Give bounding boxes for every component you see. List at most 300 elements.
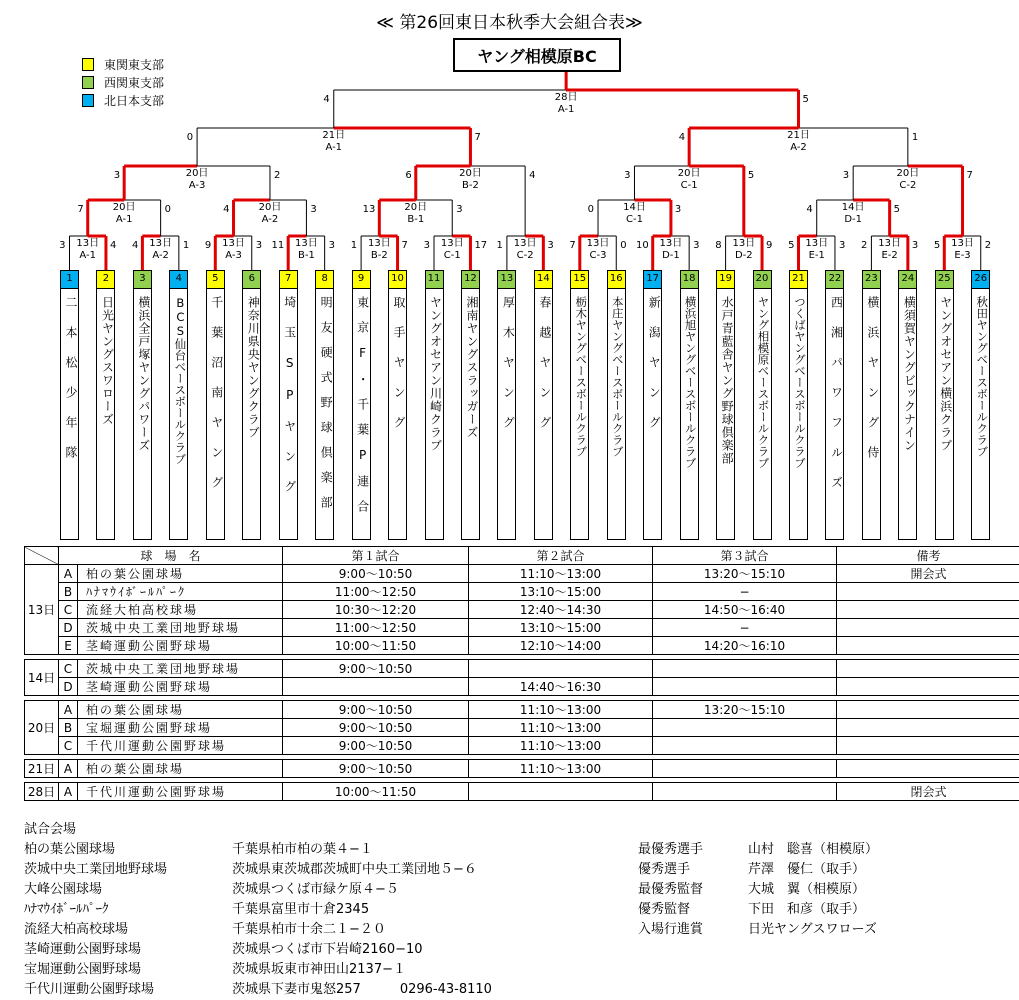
r1-match-date: 13日	[587, 237, 610, 249]
team-number: 26	[972, 271, 989, 289]
team-number: 21	[790, 271, 807, 289]
venue-name: 大峰公園球場	[24, 880, 102, 900]
note-cell	[837, 583, 1019, 601]
game3-time: 14:20〜16:10	[653, 637, 837, 655]
team-column	[352, 270, 371, 540]
r2-match-date: 14日	[623, 201, 646, 213]
quarter-match-left-score: 3	[624, 170, 630, 181]
r1-match-code: C-2	[517, 250, 534, 261]
team-name: 本庄ヤングベースボールクラブ	[608, 289, 627, 457]
game1-time: 9:00〜10:50	[283, 660, 469, 678]
team-column	[315, 270, 334, 540]
header-venue: 球 場 名	[59, 547, 283, 565]
team-number: 17	[644, 271, 661, 289]
team-name: 東京F・千葉P連合	[353, 289, 372, 525]
r2-match-right-score: 3	[456, 204, 462, 215]
r1-match-left-score: 9	[205, 240, 211, 251]
team-number: 3	[134, 271, 151, 289]
team-name: 二本松少年隊	[61, 289, 80, 476]
team-name: 埼玉SPヤング	[280, 289, 299, 510]
team-column	[242, 270, 261, 540]
tournament-bracket	[0, 0, 1019, 275]
game2-time: 13:10〜15:00	[469, 619, 653, 637]
team-column	[862, 270, 881, 540]
r2-match-left-score: 13	[363, 204, 376, 215]
r2-match-left-score: 4	[223, 204, 229, 215]
final-match-code: A-1	[558, 104, 575, 115]
venue-code: A	[59, 783, 78, 801]
r1-match-right-score: 0	[620, 240, 626, 251]
quarter-match-date: 20日	[459, 167, 482, 179]
team-number: 23	[863, 271, 880, 289]
r2-match-right-score: 0	[165, 204, 171, 215]
game2-time: 14:40〜16:30	[469, 678, 653, 696]
venue-name: 柏の葉公園球場	[78, 760, 283, 778]
team-name: 西湘パワフルズ	[826, 289, 845, 506]
team-column	[680, 270, 699, 540]
quarter-match-right-score: 5	[748, 170, 754, 181]
r1-match-code: E-1	[809, 250, 825, 261]
venue-code: E	[59, 637, 78, 655]
team-number: 11	[426, 271, 443, 289]
quarter-match-right-score: 7	[967, 170, 973, 181]
game1-time: 10:30〜12:20	[283, 601, 469, 619]
r1-match-date: 13日	[222, 237, 245, 249]
venue-code: A	[59, 565, 78, 583]
team-column	[206, 270, 225, 540]
venue-name: 千代川運動公園野球場	[78, 737, 283, 755]
r1-match-date: 13日	[149, 237, 172, 249]
schedule-row	[25, 601, 1019, 619]
award-person: 芹澤 優仁（取手）	[748, 860, 865, 880]
r1-match-date: 13日	[660, 237, 683, 249]
venue-address: 千葉県柏市柏の葉４−１	[232, 840, 373, 860]
schedule-row	[25, 583, 1019, 601]
schedule-table	[24, 546, 1019, 801]
venue-address: 茨城県つくば市緑ケ原４−５	[232, 880, 399, 900]
r1-match-left-score: 1	[497, 240, 503, 251]
schedule-row	[25, 660, 1019, 678]
page-title: ≪ 第26回東日本秋季大会組合表≫	[0, 8, 1019, 33]
r2-match-code: A-1	[116, 214, 133, 225]
r1-match-left-score: 3	[424, 240, 430, 251]
note-cell	[837, 760, 1019, 778]
semi-match-date: 21日	[787, 129, 810, 141]
team-column	[935, 270, 954, 540]
r1-match-left-score: 4	[132, 240, 138, 251]
r2-match-code: D-1	[844, 214, 862, 225]
r1-match-code: B-2	[371, 250, 388, 261]
venue-code: C	[59, 660, 78, 678]
team-column	[60, 270, 79, 540]
award-title: 優秀選手	[638, 860, 690, 880]
game2-time: 13:10〜15:00	[469, 583, 653, 601]
note-cell	[837, 737, 1019, 755]
r1-match-code: E-2	[881, 250, 897, 261]
r1-match-code: C-3	[590, 250, 607, 261]
r1-match-right-score: 4	[110, 240, 116, 251]
header-game1: 第１試合	[283, 547, 469, 565]
team-number: 15	[571, 271, 588, 289]
team-column	[169, 270, 188, 540]
r2-match-left-score: 7	[77, 204, 83, 215]
team-number: 13	[498, 271, 515, 289]
award-person: 山村 聡喜（相模原）	[748, 840, 878, 860]
schedule-row	[25, 719, 1019, 737]
venue-name: 茎崎運動公園野球場	[78, 678, 283, 696]
semi-match-right-score: 7	[474, 132, 480, 143]
r1-match-right-score: 3	[912, 240, 918, 251]
corner-cell	[25, 547, 59, 565]
r1-match-right-score: 17	[474, 240, 487, 251]
r1-match-date: 13日	[878, 237, 901, 249]
team-number: 7	[280, 271, 297, 289]
team-column	[643, 270, 662, 540]
award-title: 最優秀選手	[638, 840, 703, 860]
game3-time	[653, 760, 837, 778]
note-cell	[837, 678, 1019, 696]
team-column	[570, 270, 589, 540]
day-cell: 28日	[25, 783, 59, 801]
team-name: BCS仙台ベースボールクラブ	[170, 289, 189, 465]
team-name: 水戸青藍舎ヤング野球倶楽部	[717, 289, 736, 465]
game2-time: 11:10〜13:00	[469, 565, 653, 583]
team-name: 横須賀ヤングビックナイン	[899, 289, 918, 452]
note-cell	[837, 601, 1019, 619]
r1-match-code: B-1	[298, 250, 315, 261]
note-cell	[837, 619, 1019, 637]
award-person: 下田 和彦（取手）	[748, 900, 865, 920]
game1-time: 9:00〜10:50	[283, 701, 469, 719]
r1-match-right-score: 2	[985, 240, 991, 251]
quarter-match-right-score: 2	[274, 170, 280, 181]
note-cell: 閉会式	[837, 783, 1019, 801]
award-person: 大城 翼（相模原）	[748, 880, 865, 900]
r1-match-left-score: 8	[715, 240, 721, 251]
team-name: ヤングオセアン横浜クラブ	[936, 289, 955, 452]
venue-code: A	[59, 701, 78, 719]
game2-time: 11:10〜13:00	[469, 701, 653, 719]
semi-match-left-score: 0	[187, 132, 193, 143]
team-name: ヤングオセアン川崎クラブ	[426, 289, 445, 452]
game2-time: 11:10〜13:00	[469, 760, 653, 778]
note-cell	[837, 719, 1019, 737]
schedule-row	[25, 701, 1019, 719]
r1-match-date: 13日	[441, 237, 464, 249]
venue-name: 茨城中央工業団地野球場	[78, 660, 283, 678]
r2-match-date: 20日	[404, 201, 427, 213]
team-number: 2	[97, 271, 114, 289]
venues-title: 試合会場	[24, 820, 76, 840]
venue-address: 茨城県下妻市鬼怒257 0296-43-8110	[232, 980, 492, 1000]
game1-time: 10:00〜11:50	[283, 783, 469, 801]
quarter-match-code: C-2	[899, 180, 916, 191]
r1-match-left-score: 2	[861, 240, 867, 251]
game1-time	[283, 678, 469, 696]
legend-label: 北日本支部	[104, 92, 164, 109]
r1-match-code: D-1	[662, 250, 680, 261]
semi-match-code: A-2	[790, 142, 807, 153]
venue-code: D	[59, 619, 78, 637]
r1-match-code: A-1	[79, 250, 96, 261]
r1-match-right-score: 7	[402, 240, 408, 251]
r2-match-left-score: 0	[588, 204, 594, 215]
team-number: 18	[681, 271, 698, 289]
venue-name: 宝堀運動公園野球場	[78, 719, 283, 737]
day-cell: 20日	[25, 701, 59, 755]
quarter-match-left-score: 3	[114, 170, 120, 181]
r1-match-date: 13日	[76, 237, 99, 249]
final-match-left-score: 4	[323, 94, 329, 105]
schedule-row	[25, 760, 1019, 778]
team-column	[461, 270, 480, 540]
r2-match-right-score: 3	[310, 204, 316, 215]
quarter-match-right-score: 4	[529, 170, 535, 181]
venue-address: 茨城県坂東市神田山2137−１	[232, 960, 406, 980]
game1-time: 9:00〜10:50	[283, 565, 469, 583]
game3-time: −	[653, 583, 837, 601]
team-number: 14	[535, 271, 552, 289]
game1-time: 11:00〜12:50	[283, 619, 469, 637]
quarter-match-code: C-1	[681, 180, 698, 191]
venue-name: 柏の葉公園球場	[78, 565, 283, 583]
r1-match-left-score: 5	[788, 240, 794, 251]
team-number: 25	[936, 271, 953, 289]
venue-code: A	[59, 760, 78, 778]
game3-time: −	[653, 619, 837, 637]
venue-name: 茎崎運動公園野球場	[78, 637, 283, 655]
game1-time: 9:00〜10:50	[283, 760, 469, 778]
venue-name: 茨城中央工業団地野球場	[24, 860, 167, 880]
r1-match-code: A-3	[225, 250, 242, 261]
r2-match-date: 20日	[259, 201, 282, 213]
team-column	[388, 270, 407, 540]
team-name: 明友硬式野球倶楽部	[316, 289, 335, 521]
venue-name: 流経大柏高校球場	[24, 920, 128, 940]
schedule-row	[25, 783, 1019, 801]
team-column	[497, 270, 516, 540]
r1-match-left-score: 5	[934, 240, 940, 251]
venue-name: 柏の葉公園球場	[24, 840, 115, 860]
venue-code: C	[59, 737, 78, 755]
team-number: 19	[717, 271, 734, 289]
r1-match-left-score: 7	[569, 240, 575, 251]
venue-name: ﾊﾅﾏｳｲﾎﾞｰﾙﾊﾟｰｸ	[24, 900, 109, 920]
team-column	[133, 270, 152, 540]
day-cell: 14日	[25, 660, 59, 696]
day-cell: 13日	[25, 565, 59, 655]
quarter-match-date: 20日	[896, 167, 919, 179]
team-name: ヤング相模原ベースボールクラブ	[754, 289, 773, 469]
team-name: 取手ヤング	[389, 289, 408, 446]
r1-match-left-score: 10	[636, 240, 649, 251]
quarter-match-date: 20日	[186, 167, 209, 179]
semi-match-left-score: 4	[679, 132, 685, 143]
r1-match-code: C-1	[444, 250, 461, 261]
award-title: 最優秀監督	[638, 880, 703, 900]
team-number: 8	[316, 271, 333, 289]
legend-label: 東関東支部	[104, 56, 164, 73]
game3-time	[653, 737, 837, 755]
team-column	[425, 270, 444, 540]
champion-box: ヤング相模原BC	[453, 38, 621, 72]
r1-match-code: A-2	[152, 250, 169, 261]
quarter-match-left-score: 3	[843, 170, 849, 181]
header-game2: 第２試合	[469, 547, 653, 565]
team-column	[534, 270, 553, 540]
game2-time: 11:10〜13:00	[469, 737, 653, 755]
r2-match-left-score: 4	[806, 204, 812, 215]
note-cell	[837, 660, 1019, 678]
game3-time: 13:20〜15:10	[653, 701, 837, 719]
game2-time: 12:10〜14:00	[469, 637, 653, 655]
game2-time: 11:10〜13:00	[469, 719, 653, 737]
quarter-match-code: A-3	[189, 180, 206, 191]
r1-match-left-score: 3	[59, 240, 65, 251]
game3-time: 14:50〜16:40	[653, 601, 837, 619]
team-column	[279, 270, 298, 540]
venue-name: 千代川運動公園野球場	[78, 783, 283, 801]
r2-match-right-score: 3	[675, 204, 681, 215]
team-number: 6	[243, 271, 260, 289]
team-number: 20	[754, 271, 771, 289]
r1-match-date: 13日	[514, 237, 537, 249]
r1-match-code: D-2	[735, 250, 753, 261]
venue-name: 茨城中央工業団地野球場	[78, 619, 283, 637]
r1-match-right-score: 9	[766, 240, 772, 251]
game2-time	[469, 660, 653, 678]
quarter-match-left-score: 6	[405, 170, 411, 181]
r1-match-right-score: 3	[329, 240, 335, 251]
r1-match-right-score: 3	[693, 240, 699, 251]
header-game3: 第３試合	[653, 547, 837, 565]
r1-match-left-score: 1	[351, 240, 357, 251]
game3-time	[653, 660, 837, 678]
r2-match-date: 20日	[113, 201, 136, 213]
team-number: 24	[899, 271, 916, 289]
team-name: 神奈川県央ヤングクラブ	[243, 289, 262, 439]
team-column	[716, 270, 735, 540]
team-number: 12	[462, 271, 479, 289]
game2-time	[469, 783, 653, 801]
team-column	[753, 270, 772, 540]
game3-time	[653, 719, 837, 737]
team-column	[96, 270, 115, 540]
schedule-row	[25, 678, 1019, 696]
r1-match-date: 13日	[732, 237, 755, 249]
team-name: 春越ヤング	[535, 289, 554, 446]
venue-code: D	[59, 678, 78, 696]
r1-match-date: 13日	[951, 237, 974, 249]
semi-match-right-score: 1	[912, 132, 918, 143]
team-name: 湘南ヤングスラッガーズ	[462, 289, 481, 439]
team-name: 横浜旭ヤングベースボールクラブ	[681, 289, 700, 469]
note-cell	[837, 701, 1019, 719]
r1-match-date: 13日	[368, 237, 391, 249]
venue-name: 流経大柏高校球場	[78, 601, 283, 619]
team-name: 新潟ヤング	[644, 289, 663, 446]
team-number: 16	[608, 271, 625, 289]
r1-match-right-score: 3	[839, 240, 845, 251]
venue-address: 千葉県柏市十余二１−２０	[232, 920, 386, 940]
venue-code: C	[59, 601, 78, 619]
venue-address: 茨城県つくば市下岩崎2160−10	[232, 940, 423, 960]
team-name: 横浜全戸塚ヤングパワーズ	[134, 289, 153, 452]
award-title: 優秀監督	[638, 900, 690, 920]
team-column	[898, 270, 917, 540]
team-column	[825, 270, 844, 540]
r1-match-date: 13日	[295, 237, 318, 249]
r1-match-right-score: 1	[183, 240, 189, 251]
r2-match-code: B-1	[407, 214, 424, 225]
header-note: 備考	[837, 547, 1019, 565]
game1-time: 11:00〜12:50	[283, 583, 469, 601]
venue-name: 宝堀運動公園野球場	[24, 960, 141, 980]
semi-match-date: 21日	[322, 129, 345, 141]
r1-match-date: 13日	[805, 237, 828, 249]
team-number: 10	[389, 271, 406, 289]
final-match-date: 28日	[555, 91, 578, 103]
game1-time: 9:00〜10:50	[283, 719, 469, 737]
quarter-match-code: B-2	[462, 180, 479, 191]
venue-name: 柏の葉公園球場	[78, 701, 283, 719]
semi-match-code: A-1	[325, 142, 342, 153]
r1-match-right-score: 3	[256, 240, 262, 251]
game1-time: 9:00〜10:50	[283, 737, 469, 755]
team-number: 9	[353, 271, 370, 289]
game2-time: 12:40〜14:30	[469, 601, 653, 619]
venue-name: 千代川運動公園野球場	[24, 980, 154, 1000]
game3-time: 13:20〜15:10	[653, 565, 837, 583]
team-number: 4	[170, 271, 187, 289]
award-title: 入場行進賞	[638, 920, 703, 940]
r2-match-code: C-1	[626, 214, 643, 225]
award-person: 日光ヤングスワローズ	[748, 920, 877, 940]
final-match-right-score: 5	[803, 94, 809, 105]
team-name: 厚木ヤング	[498, 289, 517, 446]
venue-name: ﾊﾅﾏｳｲﾎﾞｰﾙﾊﾟｰｸ	[78, 583, 283, 601]
note-cell	[837, 637, 1019, 655]
schedule-row	[25, 619, 1019, 637]
venue-name: 茎崎運動公園野球場	[24, 940, 141, 960]
r1-match-left-score: 11	[271, 240, 284, 251]
game3-time	[653, 783, 837, 801]
team-number: 5	[207, 271, 224, 289]
team-name: 栃木ヤングベースボールクラブ	[571, 289, 590, 457]
day-cell: 21日	[25, 760, 59, 778]
team-name: 秋田ヤングベースボールクラブ	[972, 289, 991, 457]
team-number: 22	[826, 271, 843, 289]
venue-address: 茨城県東茨城郡茨城町中央工業団地５−６	[232, 860, 477, 880]
team-name: 横浜ヤング侍	[863, 289, 882, 476]
r1-match-code: E-3	[954, 250, 970, 261]
r2-match-code: A-2	[262, 214, 279, 225]
quarter-match-date: 20日	[678, 167, 701, 179]
game3-time	[653, 678, 837, 696]
note-cell: 開会式	[837, 565, 1019, 583]
schedule-row	[25, 637, 1019, 655]
r2-match-date: 14日	[842, 201, 865, 213]
team-name: 千葉沼南ヤング	[207, 289, 226, 506]
r2-match-right-score: 5	[894, 204, 900, 215]
team-column	[607, 270, 626, 540]
team-name: 日光ヤングスワローズ	[97, 289, 116, 426]
schedule-row	[25, 565, 1019, 583]
legend-label: 西関東支部	[104, 74, 164, 91]
venue-code: B	[59, 719, 78, 737]
schedule-row	[25, 737, 1019, 755]
game1-time: 10:00〜11:50	[283, 637, 469, 655]
